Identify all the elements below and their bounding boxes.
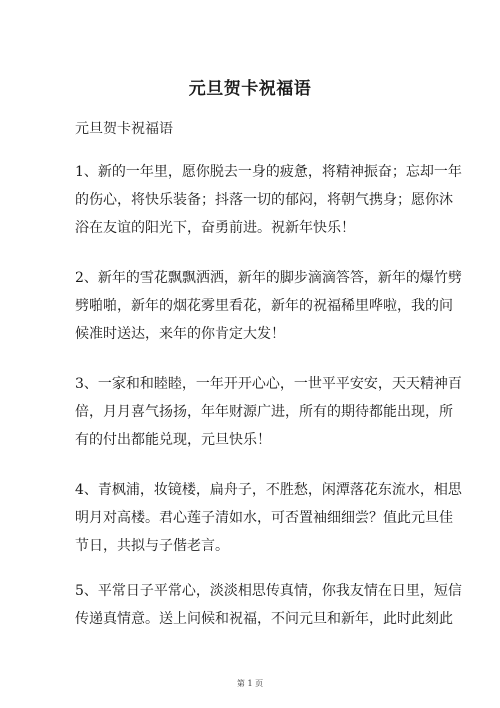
document-title: 元旦贺卡祝福语: [188, 79, 312, 99]
page-number: 第 1 页: [236, 679, 264, 688]
paragraph-line: 传递真情意。送上问候和祝福，不问元旦和新年，此时此刻此: [75, 611, 453, 627]
paragraph-5: [75, 577, 462, 633]
paragraph-line: 有的付出都能兑现，元旦快乐！: [75, 432, 271, 448]
document-subtitle: 元旦贺卡祝福语: [75, 121, 173, 137]
paragraph-line: 候准时送达，来年的你肯定大发！: [75, 326, 285, 342]
paragraph-line: 劈啪啪，新年的烟花雾里看花，新年的祝福稀里哗啦，我的问: [75, 298, 453, 314]
paragraph-1: [75, 158, 462, 242]
paragraph-line: 3、一家和和睦睦，一年开开心心，一世平平安安，天天精神百: [75, 376, 462, 392]
paragraph-line: 2、新年的雪花飘飘洒洒，新年的脚步滴滴答答，新年的爆竹劈: [75, 270, 462, 286]
paragraph-line: 4、青枫浦，妆镜楼，扁舟子，不胜愁，闲潭落花东流水，相思: [75, 482, 462, 498]
paragraph-line: 5、平常日子平常心，淡淡相思传真情，你我友情在日里，短信: [75, 583, 462, 599]
paragraph-line: 倍，月月喜气扬扬，年年财源广进，所有的期待都能出现，所: [75, 404, 453, 420]
paragraph-line: 节日，共拟与子偕老言。: [75, 538, 229, 554]
paragraph-line: 明月对高楼。君心莲子清如水，可否置袖细细尝？值此元旦佳: [75, 510, 453, 526]
paragraph-line: 的伤心，将快乐装备；抖落一切的郁闷，将朝气携身；愿你沐: [75, 192, 453, 208]
paragraph-4: [75, 476, 462, 560]
paragraph-line: 浴在友谊的阳光下，奋勇前进。祝新年快乐！: [75, 220, 355, 236]
paragraph-line: 1、新的一年里，愿你脱去一身的疲惫，将精神振奋；忘却一年: [75, 164, 462, 180]
paragraph-3: [75, 370, 462, 454]
paragraph-2: [75, 264, 462, 348]
